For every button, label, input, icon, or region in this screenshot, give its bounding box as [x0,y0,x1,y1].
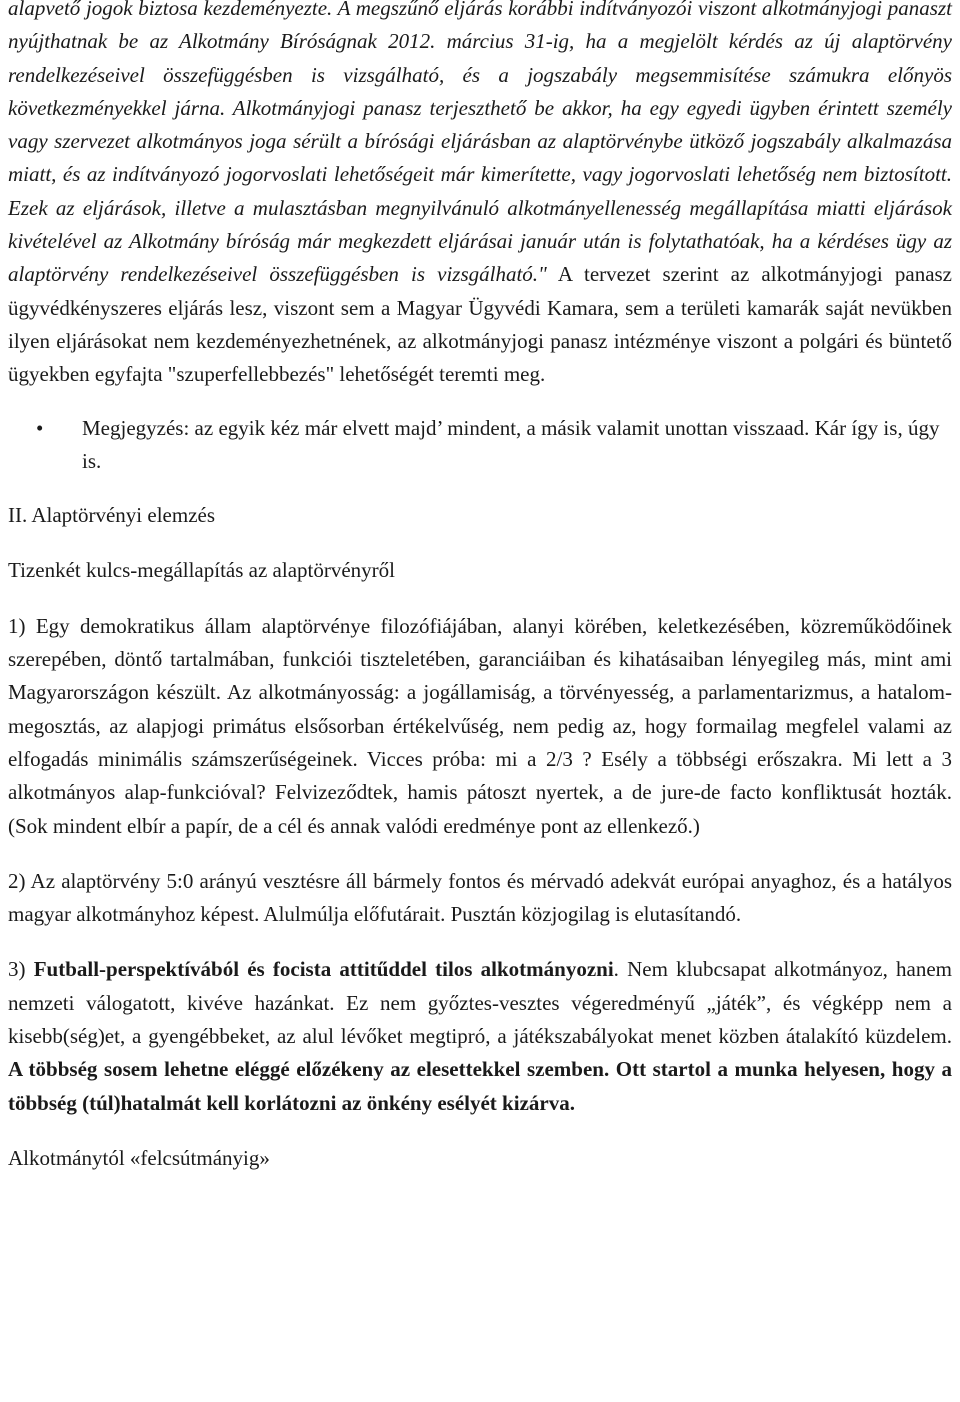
note-text: Megjegyzés: az egyik kéz már elvett majd’ mindent, a másik valamit unottan visszaad. Kár így is, úgy is. [82,415,940,473]
finding-3-number: 3) [8,957,34,982]
note-bullet [8,412,952,479]
finding-2: 2) Az alaptörvény 5:0 arányú vesztésre áll bármely fontos és mérvadó adekvát európai anyaghoz, és a hatályos magyar alkotmányhoz képest. Alulmúlja előfutárait. Pusztán közjogilag is elutasítandó. [8,868,952,927]
finding-3 [8,953,952,1119]
finding-1: 1) Egy demokratikus állam alaptörvénye filozófiájában, alanyi körében, keletkezésében, közreműködőinek szerepében, döntő tartalmában, funkciói tiszteletében, garanciáiban és kihatásaiban lényegileg más, mint ami Magyarországon készült. Az alkotmányosság: a jogállamiság, a törvényesség, a parlamentarizmus, a hatalom-megosztás, az alapjogi primátus elsősorban értékelvűség, nem pedig az, hogy formailag megfelel valami az elfogadás minimális számszerűségeinek. Vicces próba: mi a 2/3 ? Esély a többségi erőszakra. Mi lett a 3 alkotmányos alap-funkcióval? Felvizeződtek, hamis pátoszt nyertek, a de jure-de facto konfliktusát hozták. (Sok mindent elbír a papír, de a cél és annak valódi eredménye pont az ellenkező.) [8,613,952,838]
opening-paragraph [8,0,952,392]
quoted-italic-text: alapvető jogok biztosa kezdeményezte. A megszűnő eljárás korábbi indítványozói viszont alkotmányjogi panaszt nyújthatnak be az Alkotmány Bíróságnak 2012. március 31-ig, ha a megjelölt kérdés az új alaptörvény rendelkezéseivel összefüggésben is vizsgálható, és a jogszabály megsemmisítése számukra előnyös következményekkel járna. Alkotmányjogi panasz terjeszthető be akkor, ha egy egyedi ügyben érintett személy vagy szervezet alkotmányos joga sérült a bírósági eljárásban az alaptörvénybe ütköző jogszabály alkalmazása miatt, és az indítványozó jogorvoslati lehetőségeit már kimerítette, vagy jogorvoslati lehetőség nem biztosított. Ezek az eljárások, illetve a mulasztásban megnyilvánuló alkotmányellenesség megállapítása miatti eljárások kivételével az Alkotmány bíróság már megkezdett eljárásai január után is folytathatóak, ha a kérdéses ügy az alaptörvény rendelkezéseivel összefüggésben is vizsgálható." [8,0,952,287]
finding-3-bold-lead: Futball-perspektívából és focista attitűddel tilos alkotmányozni [33,957,614,982]
section-heading: II. Alaptörvényi elemzés [8,503,216,528]
draft-commentary-text: A tervezet szerint az alkotmányjogi panasz ügyvédkényszeres eljárás lesz, viszont sem a Magyar Ügyvédi Kamara, sem a területi kamarák saját nevükben ilyen eljárásokat nem kezdeményezhetnének, az alkotmányjogi panasz intézménye viszont a polgári és büntető ügyekben egyfajta "szuperfellebbezés" lehetőségét teremti meg. [8,262,953,387]
sub-heading: Tizenkét kulcs-megállapítás az alaptörvényről [8,558,396,583]
closing-heading: Alkotmánytól «felcsútmányig» [8,1145,270,1170]
finding-3-body: . Nem klubcsapat alkotmányoz, hanem nemzeti válogatott, kivéve hazánkat. Ez nem győztes-vesztes végeredményű „játék”, és végképp nem a kisebb(ség)et, a gyengébbeket, az alul lévőket megtipró, a játékszabályokat menet közben átalakító küzdelem. [8,957,952,1049]
finding-3-bold-conclusion: A többség sosem lehetne eléggé előzékeny az elesettekkel szemben. Ott startol a munka helyesen, hogy a többség (túl)hatalmát kell korlátozni az önkény esélyét kizárva. [8,1057,952,1115]
bullet-marker: • [36,415,44,440]
